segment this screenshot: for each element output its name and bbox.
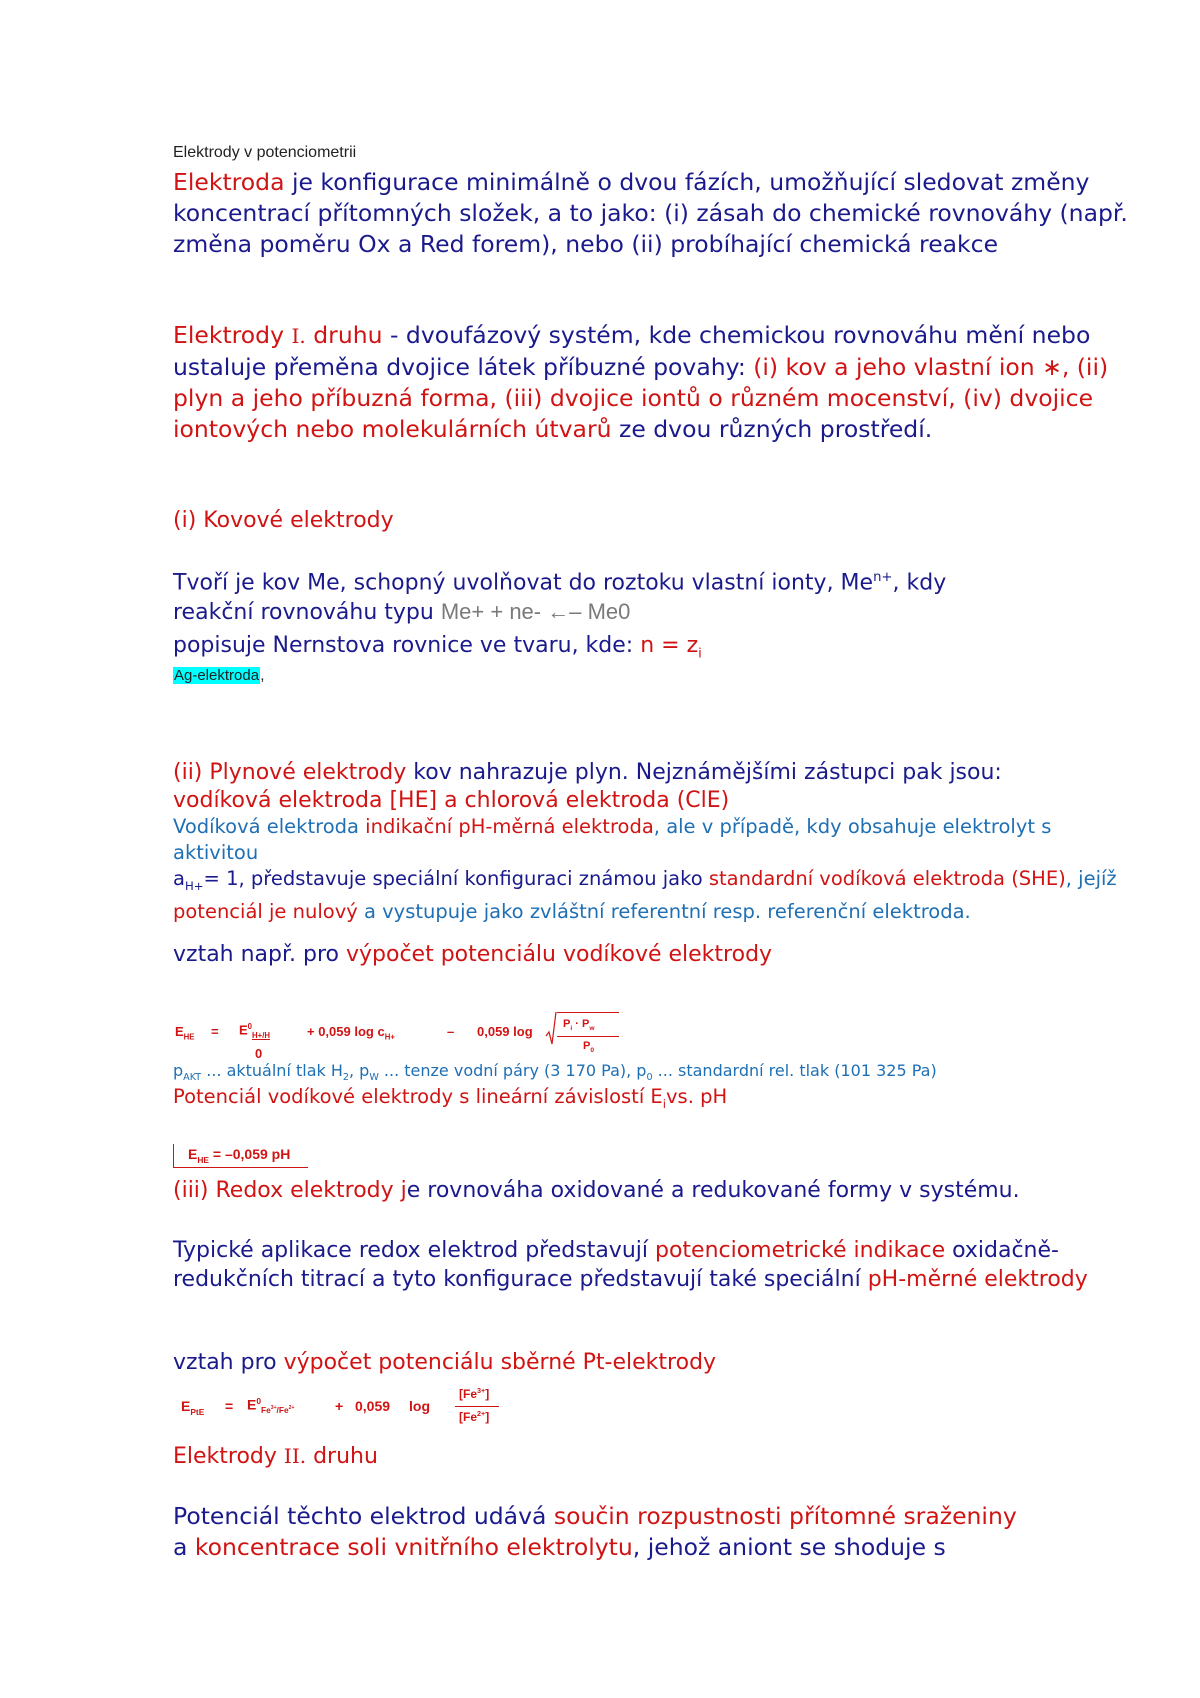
first-kind-end: ze dvou různých prostředí. <box>611 415 933 443</box>
eq1-plus-term: + 0,059 $\log c_{H+}$ <box>307 1024 395 1042</box>
reaction-intro: reakční rovnováhu typu <box>173 600 441 625</box>
reaction-equation: Me+ + ne- ←– Me0 <box>440 599 631 624</box>
she-term: standardní vodíková elektroda (SHE) <box>708 867 1066 890</box>
ag-line <box>173 664 1133 687</box>
metal-line-3 <box>173 631 1133 668</box>
pt-electrode-equation: $E_{PtE}$ = $E^0_{Fe^{3+}/Fe^{2+}}$ + 0,059 log $[Fe^{3+}]$ $[Fe^{2+}]$ <box>173 1386 1133 1430</box>
eq1-numerator: $P_i \cdot P_w$ <box>563 1018 595 1033</box>
hydrogen-equation <box>173 1010 1133 1062</box>
zero-potential-term: potenciál je nulový <box>173 899 358 923</box>
roman-numeral-one: I. <box>291 324 306 348</box>
hydrogen-text-2: , ale v případě, kdy obsahuje elektrolyt s aktivitou <box>173 815 1052 864</box>
ag-electrode-highlight: Ag-elektroda <box>174 667 260 684</box>
first-kind-paragraph <box>173 320 1133 445</box>
pressure-legend: $p_{AKT}$ ... aktuální tlak $H_2$, $p_W$ ... tenze vodní páry (3 170 Pa), $p_0$ ... standardní rel. tlak (101 325 Pa) <box>173 1061 937 1084</box>
metal-text-end: , kdy <box>892 570 947 596</box>
nernst-text: popisuje Nernstova rovnice ve tvaru, kde: <box>173 633 641 658</box>
vztah-pt-line: vztah pro výpočet potenciálu sběrné Pt-elektrody <box>173 1350 717 1375</box>
definition-paragraph <box>173 167 1133 260</box>
first-kind-text: - dvoufázový systém, kde chemickou rovnováhu mění nebo ustaluje přeměna dvojice látek příbuzné povahy: <box>173 321 1091 381</box>
sqrt-sign-icon <box>545 1010 557 1048</box>
eq1-e0: $E^0_{H+/H}$ <box>239 1022 270 1040</box>
vztah-hydrogen-line <box>173 940 1133 969</box>
section-gas-heading-line <box>173 758 1133 787</box>
activity-symbol: a <box>173 867 185 890</box>
linear-dependence-line: Potenciál vodíkové elektrody s lineární závislostí $E_ivs$. pH <box>173 1085 728 1111</box>
document-title: Elektrody v potenciometrii <box>173 144 357 161</box>
second-kind-paragraph: Potenciál těchto elektrod udává součin rozpustnosti přítomné sraženiny a koncentrace soli vnitřního elektrolytu, jehož aniont se shoduje s <box>173 1502 1017 1561</box>
eq1-denominator: $P_0$ <box>583 1040 595 1055</box>
sqrt-bar <box>557 1012 619 1013</box>
term-elektroda: Elektroda <box>173 168 285 196</box>
eq1-lhs: $E_{HE}$ <box>175 1024 195 1042</box>
redox-applications-paragraph: Typické aplikace redox elektrod představují potenciometrické indikace oxidačně-redukčních titrací a tyto konfigurace představují také speciální pH-měrné elektrody <box>173 1238 1088 1292</box>
section-metal-heading: (i) Kovové elektrody <box>173 508 394 533</box>
eq1-e0-below: 0 <box>255 1046 263 1061</box>
gas-heading-rest: kov nahrazuje plyn. Nejznámějšími zástupci pak jsou: <box>406 760 1002 785</box>
hydrogen-paragraph <box>173 814 1133 925</box>
section-gas-heading: (ii) Plynové elektrody <box>173 760 407 785</box>
n-equals-z: n = z <box>640 633 699 658</box>
metal-line-2 <box>173 597 1133 627</box>
druhu-word: druhu <box>305 321 383 349</box>
gas-electrodes-line: vodíková elektroda [HE] a chlorová elektroda (ClE) <box>173 788 730 813</box>
eq1-equals: = <box>211 1024 219 1039</box>
hydrogen-text-5: a vystupuje jako zvláštní referentní resp. referenční elektroda. <box>357 899 971 923</box>
ph-indicator-term: indikační pH-měrná elektroda <box>365 815 654 838</box>
metal-line-1 <box>173 563 1133 597</box>
hydrogen-text-4: , jejíž <box>1065 867 1117 890</box>
first-kind-list: (i) kov a jeho vlastní ion ∗, (ii) plyn a jeho příbuzná forma, (iii) dvojice iontů o různém mocenství, (iv) dvojice iontových nebo molekulárních útvarů <box>173 353 1109 443</box>
second-kind-heading: Elektrody II. druhu <box>173 1444 378 1469</box>
section-redox-heading: (iii) Redox elektrody j <box>173 1178 407 1203</box>
first-kind-term: Elektrody <box>173 321 285 349</box>
ion-charge: n+ <box>873 570 893 585</box>
she-ph-equation: $E_{HE} = -0,059$ pH <box>173 1144 1133 1168</box>
redox-heading-rest: e rovnováha oxidované a redukované formy v systému. <box>406 1178 1020 1203</box>
hydrogen-text-1: Vodíková elektroda <box>173 815 366 838</box>
activity-subscript: H+ <box>184 878 204 893</box>
vztah-text: vztah např. pro <box>173 942 346 967</box>
eq1-log-term: 0,059 log <box>477 1024 533 1039</box>
ag-comma: , <box>260 667 265 684</box>
eq1-minus: – <box>447 1024 455 1039</box>
definition-text: je konfigurace minimálně o dvou fázích, umožňující sledovat změny koncentrací přítomných složek, a to jako: (i) zásah do chemické rovnováhy (např. změna poměru Ox a Red forem), nebo (ii) probíhající chemická reakce <box>173 168 1128 258</box>
fraction-bar <box>557 1036 619 1037</box>
hydrogen-calc-term: výpočet potenciálu vodíkové elektrody <box>346 942 773 967</box>
hydrogen-text-3: = 1, představuje speciální konfiguraci známou jako <box>203 867 709 890</box>
redox-heading-paragraph <box>173 1176 1133 1205</box>
metal-text: Tvoří je kov Me, schopný uvolňovat do roztoku vlastní ionty, Me <box>173 570 874 596</box>
z-subscript: i <box>698 646 702 662</box>
